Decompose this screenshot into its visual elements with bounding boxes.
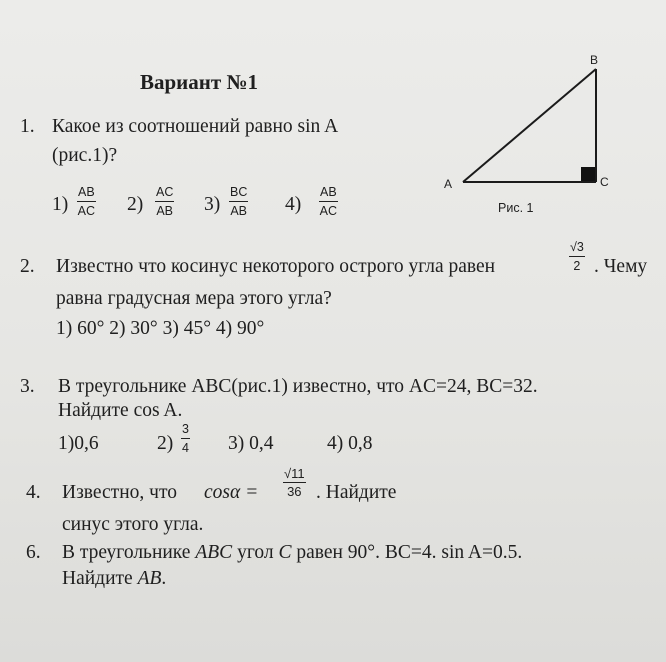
q1-option2-fraction	[155, 185, 174, 219]
q3-option2-fraction	[181, 422, 190, 456]
vertex-c-label: C	[600, 175, 609, 189]
q1-option3-fraction	[229, 185, 248, 219]
q6-text-line2-a: Найдите	[62, 568, 133, 589]
q1-text-line1: Какое из соотношений равно sin A	[52, 116, 339, 137]
q2-fraction-denominator: 2	[573, 259, 581, 273]
q3-option1: 1)0,6	[58, 433, 99, 454]
q1-option1-denominator: AC	[77, 204, 96, 218]
q6-triangle-name: ABC	[195, 542, 233, 563]
q4-text-line1-start: Известно, что	[62, 482, 177, 503]
triangle-figure	[430, 50, 630, 220]
vertex-b-label: B	[590, 53, 599, 67]
q3-option2-denominator: 4	[182, 441, 189, 455]
q6-angle-name: C	[278, 542, 292, 563]
q4-fraction	[283, 466, 306, 500]
q6-text-line2-end: .	[161, 568, 167, 589]
q2-options: 1) 60° 2) 30° 3) 45° 4) 90°	[56, 318, 265, 339]
q1-text-line2: (рис.1)?	[52, 145, 118, 166]
q1-option1-fraction	[77, 185, 96, 219]
q3-option3: 3) 0,4	[228, 433, 274, 454]
q3-option4: 4) 0,8	[327, 433, 373, 454]
q4-number: 4.	[26, 482, 41, 503]
q6-text-line1-rest: равен 90°. BC=4. sin A=0.5.	[296, 542, 523, 563]
q3-text-line1: В треугольнике ABC(рис.1) известно, что AC=24, BC=32.	[58, 376, 538, 397]
q4-text-line2: синус этого угла.	[62, 514, 204, 535]
right-angle-marker	[581, 167, 595, 181]
q2-number: 2.	[20, 256, 35, 277]
q1-option4-fraction	[319, 185, 338, 219]
vertex-a-label: A	[444, 177, 453, 191]
q1-option1-numerator: AB	[77, 185, 96, 202]
q6-segment-name: AB	[137, 568, 162, 589]
q3-option2-numerator: 3	[181, 422, 190, 439]
q4-fraction-numerator: √11	[284, 466, 305, 481]
q6-text-line1-b: угол	[237, 542, 274, 563]
q4-text-line1-end: . Найдите	[316, 482, 397, 503]
q2-fraction-numerator: √3	[569, 240, 585, 257]
q1-option2-numerator: AC	[155, 185, 174, 202]
q2-fraction	[569, 240, 585, 274]
q3-number: 3.	[20, 376, 35, 397]
q1-option4-label: 4)	[285, 194, 302, 215]
q3-option2-label: 2)	[157, 433, 174, 454]
q2-text-line1-end: . Чему	[594, 256, 648, 277]
q1-option1-label: 1)	[52, 194, 69, 215]
q6-number: 6.	[26, 542, 41, 563]
figure-caption: Рис. 1	[498, 201, 534, 215]
q1-option4-numerator: AB	[319, 185, 338, 202]
q3-text-line2: Найдите cos A.	[58, 400, 183, 421]
q1-option3-label: 3)	[204, 194, 221, 215]
q6-text-line1	[62, 542, 522, 564]
q2-text-line1-start: Известно что косинус некоторого острого угла равен	[56, 256, 496, 277]
q6-text-line2	[62, 568, 166, 590]
q1-option2-label: 2)	[127, 194, 144, 215]
q1-option3-numerator: BC	[229, 185, 248, 202]
q1-option2-denominator: AB	[156, 204, 174, 218]
q6-text-line1-a: В треугольнике	[62, 542, 191, 563]
q4-formula: cosα =	[204, 482, 259, 503]
q1-option4-denominator: AC	[319, 204, 338, 218]
side-ab	[463, 69, 596, 182]
q4-fraction-denominator: 36	[287, 484, 302, 499]
q2-text-line2: равна градусная мера этого угла?	[56, 288, 332, 309]
q1-number: 1.	[20, 116, 35, 137]
variant-title: Вариант №1	[140, 70, 259, 94]
q1-option3-denominator: AB	[230, 204, 248, 218]
